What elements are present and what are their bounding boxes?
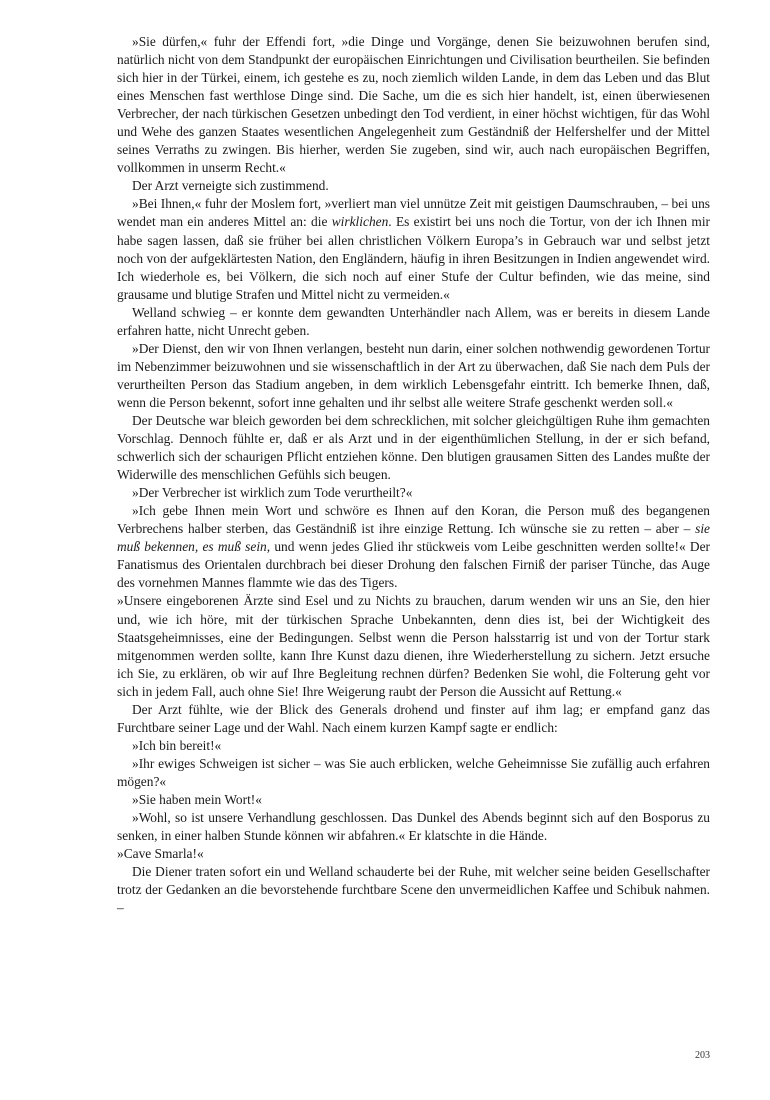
text-segment: »Unsere eingeborenen Ärzte sind Esel und zu Nichts zu brauchen, darum wenden wir uns an Sie, den hier und, wie ich höre, mit der türkischen Sprache Unbekannten, denn dies ist, bei der Wichtigkeit des Staatsgeheimnisses, eine der Bedingungen. Selbst wenn die Person halsstarrig ist und von der Tortur stark mitgenommen werden sollte, kann Ihre Kunst dazu dienen, ihre Wiederherstellung zu sichern. Jetzt ersuche ich Sie, zu erklären, ob wir auf Ihre Begleitung rechnen dürfen? Bedenken Sie wohl, die Folterung geht vor sich in jedem Fall, auch ohne Sie! Ihre Weigerung raubt der Person die Aussicht auf Rettung.« — [117, 593, 710, 699]
text-segment: »Ich gebe Ihnen mein Wort und schwöre es Ihnen auf den Koran, die Person muß des begangenen Verbrechens halber sterben, das Geständniß ist ihre einzige Rettung. Ich wünsche sie zu retten – aber – — [117, 503, 710, 537]
paragraph — [117, 845, 710, 863]
text-segment: »Wohl, so ist unsere Verhandlung geschlossen. Das Dunkel des Abends beginnt sich auf den Bosporus zu senken, in einer halben Stunde können wir abfahren.« Er klatschte in die Hände. — [117, 810, 710, 844]
page-number: 203 — [695, 1050, 710, 1061]
text-segment: Der Arzt fühlte, wie der Blick des Generals drohend und finster auf ihm lag; er empfand ganz das Furchtbare seiner Lage und der Wahl. Nach einem kurzen Kampf sagte er endlich: — [117, 701, 710, 735]
text-segment: Der Deutsche war bleich geworden bei dem schrecklichen, mit solcher gleichgültigen Ruhe ihm gemachten Vorschlag. Dennoch fühlte er, daß er als Arzt und in der eigenthümlichen Stellung, in der er sich befand, schwerlich sich der schaurigen Pflicht entziehen könne. Den blutigen grausamen Sitten des Landes mußte der Widerwille des menschlichen Gefühls sich beugen. — [117, 412, 710, 483]
paragraph — [117, 33, 710, 177]
paragraph — [117, 177, 710, 195]
text-segment: »Ich bin bereit!« — [132, 737, 222, 753]
paragraph — [117, 340, 710, 412]
paragraph — [117, 304, 710, 340]
text-segment: »Cave Smarla!« — [117, 846, 204, 862]
text-segment: . Es existirt bei uns noch die Tortur, von der ich Ihnen mir habe sagen lassen, daß sie früher bei allen christlichen Völkern Europa’s in Gebrauch war und selbst jetzt noch von der aufgeklärtesten Nation, den Engländern, häufig in ihren Besitzungen in Indien angewendet wird. Ich wiederhole es, bei Völkern, die sich noch auf einer Stufe der Cultur befinden, wie das meine, sind grausame und blutige Strafen und Mittel nicht zu vermeiden.« — [117, 214, 711, 302]
paragraph — [117, 809, 710, 845]
paragraph — [117, 755, 710, 791]
paragraph — [117, 863, 710, 917]
text-segment: und wenn jedes Glied ihr stückweis vom Leibe geschnitten werden sollte!« Der Fanatismus des Orientalen durchbrach bei dieser Drohung den falschen Firniß der pariser Tünche, das Auge des vornehmen Mannes flammte wie das des Tigers. — [117, 539, 710, 591]
paragraph — [117, 592, 710, 700]
text-segment: »Der Verbrecher ist wirklich zum Tode verurtheilt?« — [132, 485, 413, 501]
text-segment: »Bei Ihnen,« fuhr der Moslem fort, »verliert man viel unnütze Zeit mit geistigen Daumschrauben, – bei uns wendet man ein anderes Mittel an: die — [117, 196, 710, 230]
paragraph — [117, 791, 710, 809]
text-segment: »Sie dürfen,« fuhr der Effendi fort, »die Dinge und Vorgänge, denen Sie beizuwohnen berufen sind, natürlich nicht von dem Standpunkt der europäischen Einrichtungen und Civilisation beurtheilen. Sie befinden sich hier in der Türkei, einem, ich gestehe es zu, noch ziemlich wilden Lande, in dem das Leben und das Blut eines Menschen fast werthlose Dinge sind. Die Sache, um die es sich hier handelt, ist, einen überwiesenen Verbrecher, der nach türkischen Gesetzen unbedingt den Tod verdient, in einer höchst wichtigen, für das Wohl und Wehe des ganzen Staates wesentlichen Angelegenheit zum Geständniß der Helfershelfer und der Mittel seines Verraths zu zwingen. Bis hierher, werden Sie zugeben, sind wir, auch nach europäischen Begriffen, vollkommen in unserm Recht.« — [117, 34, 710, 176]
text-segment: »Der Dienst, den wir von Ihnen verlangen, besteht nun darin, einer solchen nothwendig gewordenen Tortur im Nebenzimmer beizuwohnen und sie wissenschaftlich in der Art zu überwachen, daß Sie nach dem Puls der verurtheilten Person das Stadium angeben, in dem wirklich Lebensgefahr eintritt. Ich bemerke Ihnen, daß, wenn die Person bekennt, sofort inne gehalten und ihr selbst alle weitere Strafe geschenkt werden soll.« — [117, 340, 710, 410]
text-segment: »Ihr ewiges Schweigen ist sicher – was Sie auch erblicken, welche Geheimnisse Sie zufällig auch erfahren mögen?« — [117, 755, 710, 789]
paragraph — [117, 195, 710, 303]
paragraph — [117, 502, 710, 592]
paragraph — [117, 412, 710, 484]
paragraph — [117, 484, 710, 502]
emphasized-text: wirklichen — [331, 214, 389, 230]
text-segment: Die Diener traten sofort ein und Welland schauderte bei der Ruhe, mit welcher seine beiden Gesellschafter trotz der Gedanken an die bevorstehende furchtbare Scene den unvermeidlichen Kaffee und Schibuk nahmen. – — [117, 864, 710, 916]
text-segment: Welland schwieg – er konnte dem gewandten Unterhändler nach Allem, was er bereits in diesem Lande erfahren hatte, nicht Unrecht geben. — [117, 304, 710, 338]
book-page-text — [117, 33, 710, 917]
emphasized-text: sie muß bekennen, es muß sein, — [117, 521, 710, 555]
text-segment: »Sie haben mein Wort!« — [132, 791, 262, 807]
text-segment: Der Arzt verneigte sich zustimmend. — [132, 178, 329, 194]
paragraph — [117, 701, 710, 737]
paragraph — [117, 737, 710, 755]
